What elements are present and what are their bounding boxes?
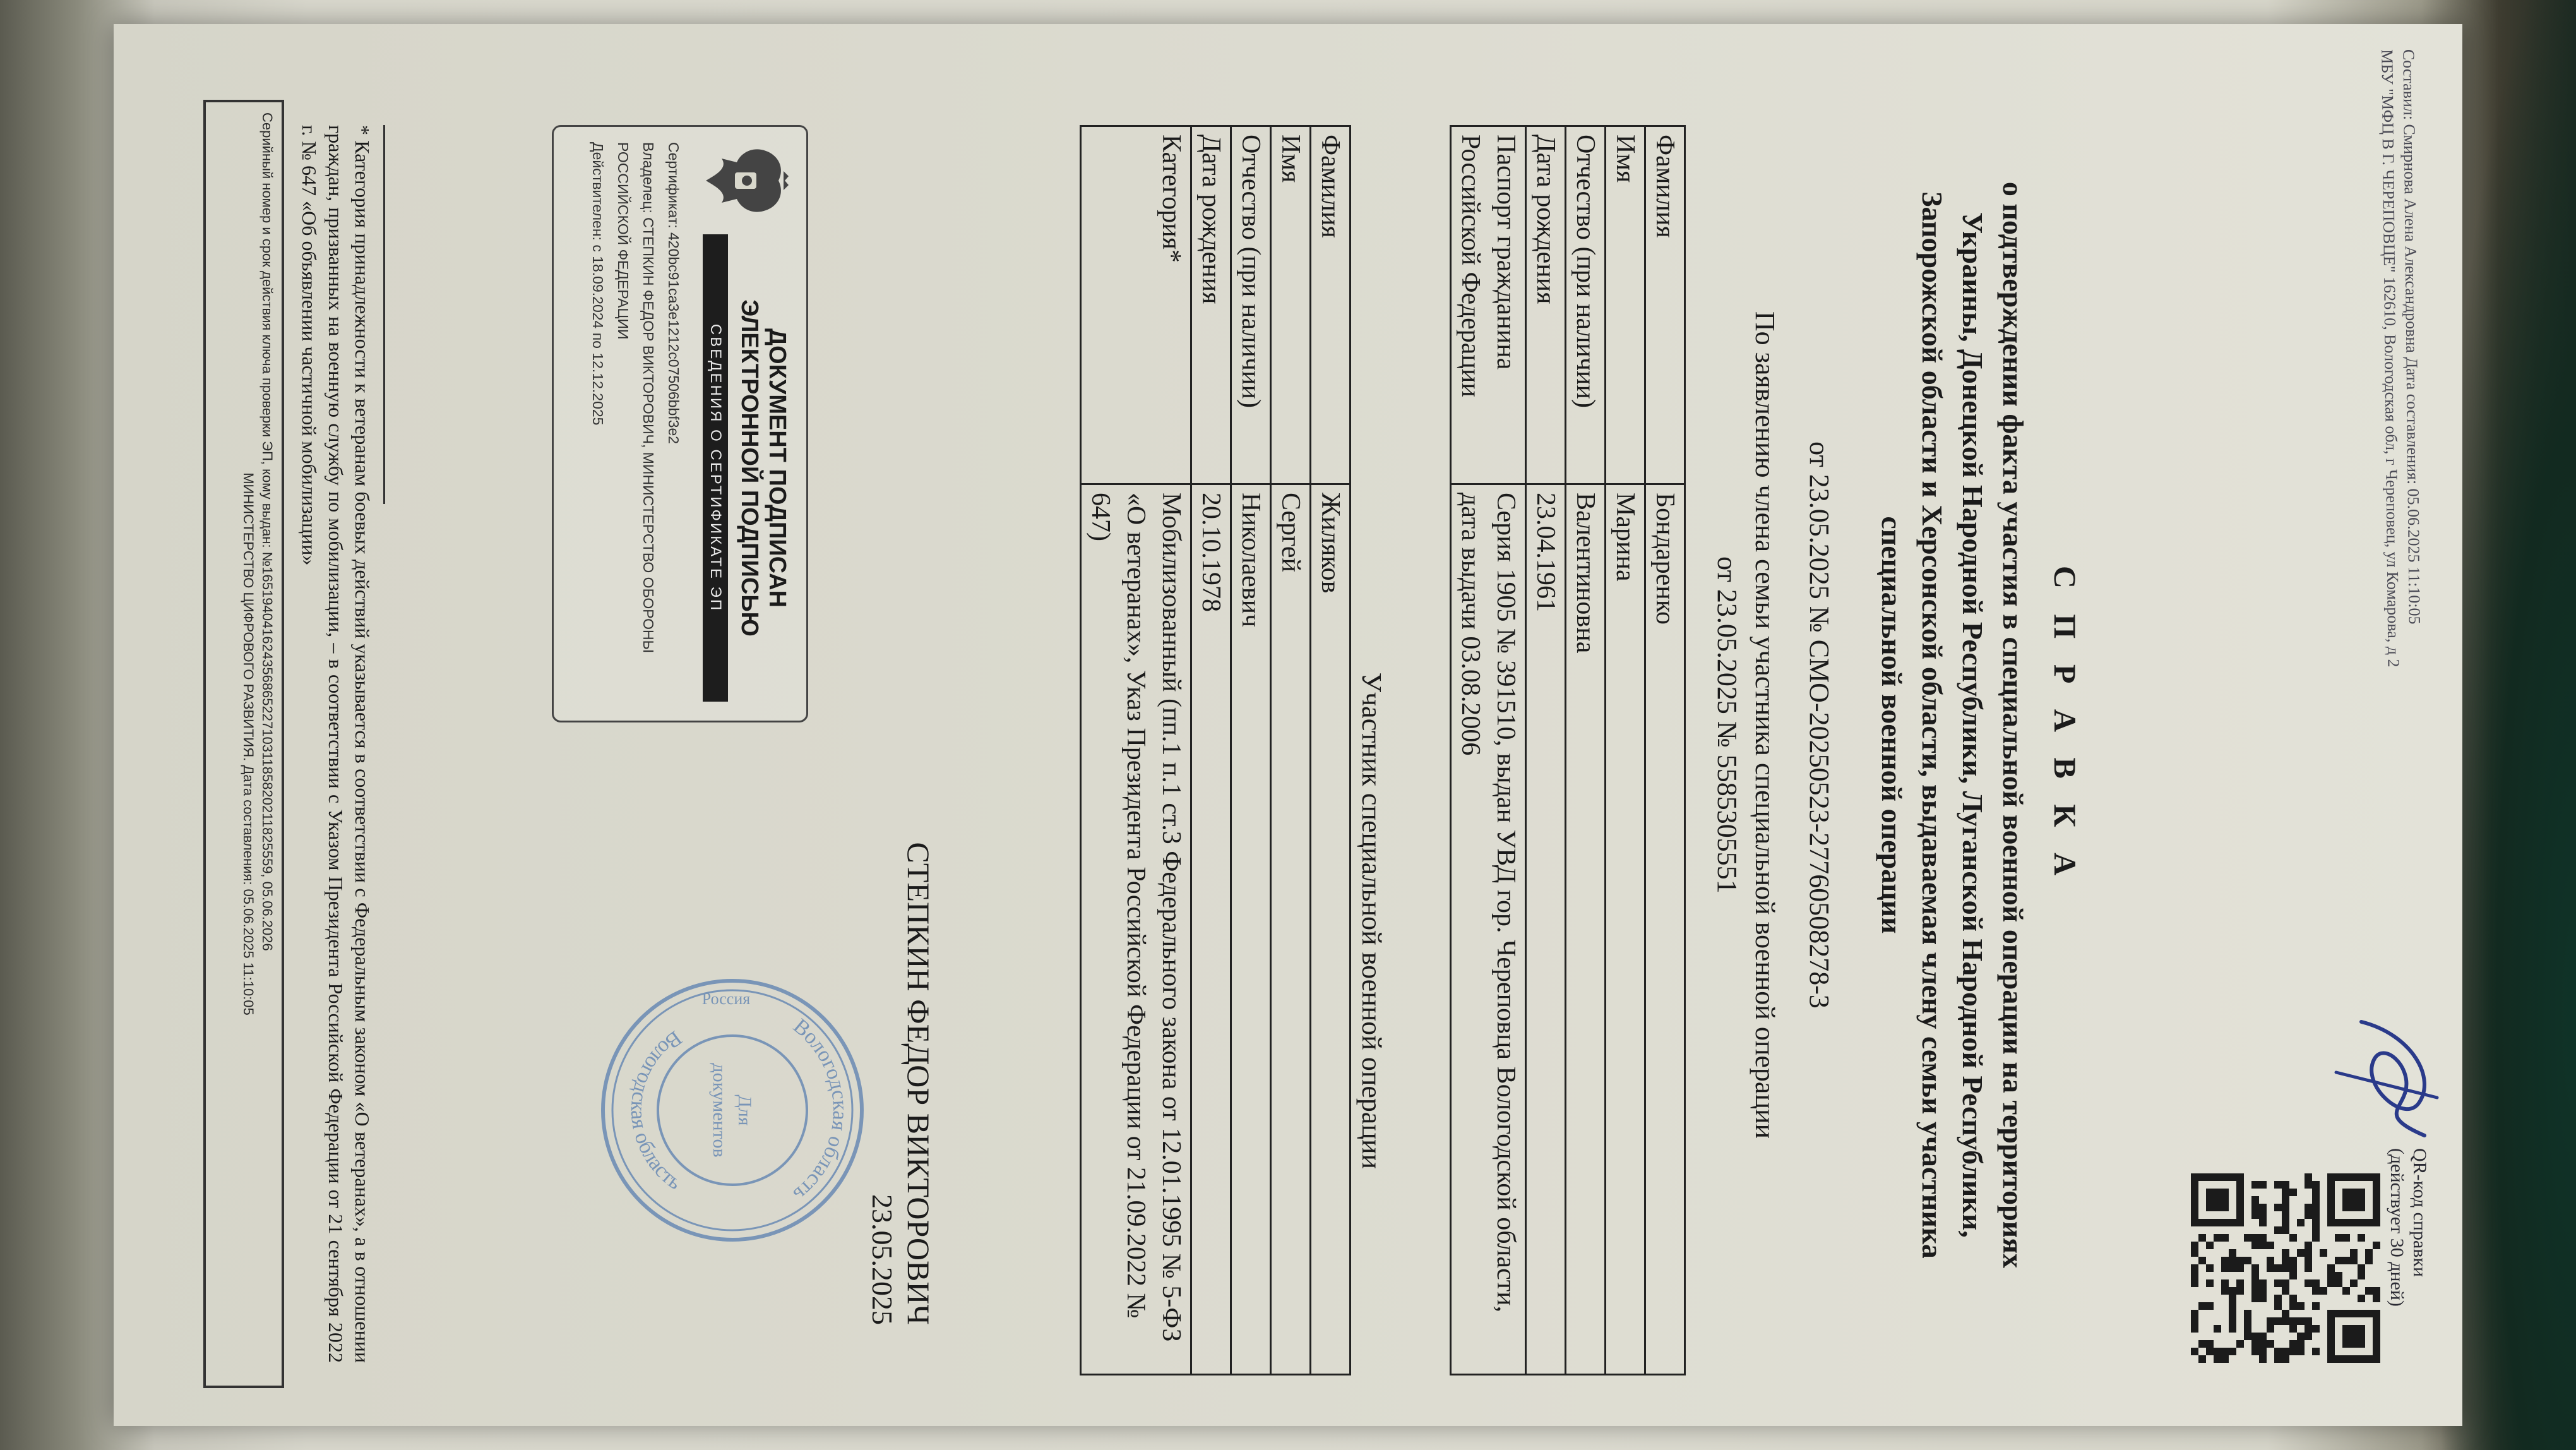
footnote-divider bbox=[383, 125, 385, 504]
row-label: Имя bbox=[1606, 126, 1645, 484]
footnote: * Категория принадлежности к ветеранам боевых действий указывается в соответствии с Федеральным законом «О ветеранах», а в отношении граждан, призванных на военную службу по мобилизации, – в соответствии с Указом Президента Российской Федерации от 21 сентября 2022 г. № 647 «Об объявлении частичной мобилизации» bbox=[298, 125, 374, 1363]
table-row bbox=[1081, 126, 1191, 1375]
table-row bbox=[1191, 126, 1231, 1375]
certificate-paper bbox=[114, 24, 2462, 1426]
row-label: Имя bbox=[1271, 126, 1311, 484]
compiled-by-line: Составил: Смирнова Алена Александровна Дата составления: 05.06.2025 11:10:05 bbox=[2399, 49, 2424, 625]
qr-label bbox=[2385, 1148, 2431, 1401]
row-value: Жиляков bbox=[1311, 484, 1351, 1375]
row-label: Отчество (при наличии) bbox=[1566, 126, 1606, 484]
row-value: 23.04.1961 bbox=[1526, 484, 1566, 1375]
row-value: 20.10.1978 bbox=[1191, 484, 1231, 1375]
serial-number-box bbox=[203, 100, 284, 1388]
stamp-bottom-text: Вологодская область bbox=[626, 1026, 686, 1195]
round-stamp-icon bbox=[593, 971, 871, 1249]
qr-label-validity: (действует 30 дней) bbox=[2387, 1148, 2407, 1307]
qr-code-icon bbox=[2191, 1173, 2380, 1363]
application-reference bbox=[1708, 75, 1784, 1375]
row-label: Дата рождения bbox=[1526, 126, 1566, 484]
participant-table bbox=[1080, 125, 1351, 1375]
row-label: Дата рождения bbox=[1191, 126, 1231, 484]
row-value: Мобилизованный (пп.1 п.1 ст.3 Федерального закона от 12.01.1995 № 5-ФЗ «О ветеранах», Указ Президента Российской Федерации от 21.09.2022 № 647) bbox=[1081, 484, 1191, 1375]
stamp-center-line-2: документов bbox=[709, 1063, 730, 1158]
row-value: Валентиновна bbox=[1566, 484, 1606, 1375]
stamp-center-line-1: Для bbox=[734, 1094, 755, 1126]
row-value: Марина bbox=[1606, 484, 1645, 1375]
serial-line-1: Серийный номер и срок действия ключа проверки ЭП, кому выдан: №1651940416243568652271031185820211825559, 05.06.2026 bbox=[259, 112, 275, 951]
document-title: С П Р А В К А bbox=[2048, 565, 2083, 885]
esign-valid: Действителен: с 18.09.2024 по 12.12.2025 bbox=[590, 142, 606, 426]
table-row bbox=[1271, 126, 1311, 1375]
row-value: Николаевич bbox=[1231, 484, 1271, 1375]
stamp-top-text: Вологодская область bbox=[789, 1014, 852, 1207]
application-line-2: от 23.05.2025 № 5585305551 bbox=[1712, 556, 1743, 894]
stamp-left-text: Россия bbox=[701, 990, 751, 1008]
esign-certificate: Сертификат: 420bc91ca3e1212c07506bbf3e2 bbox=[665, 142, 682, 445]
table-row bbox=[1566, 126, 1606, 1375]
table-row bbox=[1311, 126, 1351, 1375]
coat-of-arms-icon bbox=[696, 140, 791, 222]
table-row bbox=[1451, 126, 1526, 1375]
document-date-number: от 23.05.2025 № СМО-20250523-27760508278-3 bbox=[1804, 441, 1835, 1009]
row-label: Фамилия bbox=[1311, 126, 1351, 484]
document-subtitle: о подтверждении факта участия в специальной военной операции на территориях Украины, Донецкой Народной Республики, Луганской Народной Республики, Запорожской области и Херсонской области, выдаваемая члену семьи участника специальной военной операции bbox=[1876, 181, 2029, 1269]
row-value: Серия 1905 № 391510, выдан УВД гор. Череповца Вологодской области, дата выдачи 03.08.2006 bbox=[1451, 484, 1526, 1375]
signer-name: СТЕПКИН ФЕДОР ВИКТОРОВИЧ bbox=[901, 842, 936, 1325]
serial-line-2: МИНИСТЕРСТВО ЦИФРОВОГО РАЗВИТИЯ. Дата составления: 05.06.2025 11:10:05 bbox=[241, 472, 256, 1016]
office-line: МБУ "МФЦ В Г. ЧЕРЕПОВЦЕ" 162610, Вологодская обл, г Череповец, ул Комарова, д 2 bbox=[2378, 49, 2403, 668]
esign-details bbox=[585, 142, 686, 704]
family-member-table bbox=[1450, 125, 1686, 1375]
table-row bbox=[1645, 126, 1685, 1375]
table-row bbox=[1526, 126, 1566, 1375]
row-label: Паспорт гражданина Российской Федерации bbox=[1451, 126, 1526, 484]
row-value: Сергей bbox=[1271, 484, 1311, 1375]
row-label: Фамилия bbox=[1645, 126, 1685, 484]
row-label: Категория* bbox=[1081, 126, 1191, 484]
qr-label-title: QR-код справки bbox=[2409, 1148, 2430, 1278]
esign-certificate-bar: СВЕДЕНИЯ О СЕРТИФИКАТЕ ЭП bbox=[703, 234, 728, 702]
esign-owner: Владелец: СТЕПКИН ФЕДОР ВИКТОРОВИЧ, МИНИСТЕРСТВО ОБОРОНЫ РОССИЙСКОЙ ФЕДЕРАЦИИ bbox=[615, 142, 657, 653]
participant-caption: Участник специальной военной операции bbox=[1356, 672, 1387, 1170]
signer-date: 23.05.2025 bbox=[866, 1194, 898, 1325]
handwritten-signature bbox=[2330, 1009, 2450, 1148]
application-line-1: По заявлению члена семьи участника специальной военной операции bbox=[1750, 311, 1780, 1139]
row-value: Бондаренко bbox=[1645, 484, 1685, 1375]
table-row bbox=[1606, 126, 1645, 1375]
row-label: Отчество (при наличии) bbox=[1231, 126, 1271, 484]
table-row bbox=[1231, 126, 1271, 1375]
electronic-signature-block bbox=[552, 125, 808, 722]
header-meta bbox=[2376, 49, 2430, 1098]
esign-title: ДОКУМЕНТ ПОДПИСАН ЭЛЕКТРОННОЙ ПОДПИСЬЮ bbox=[736, 299, 790, 637]
